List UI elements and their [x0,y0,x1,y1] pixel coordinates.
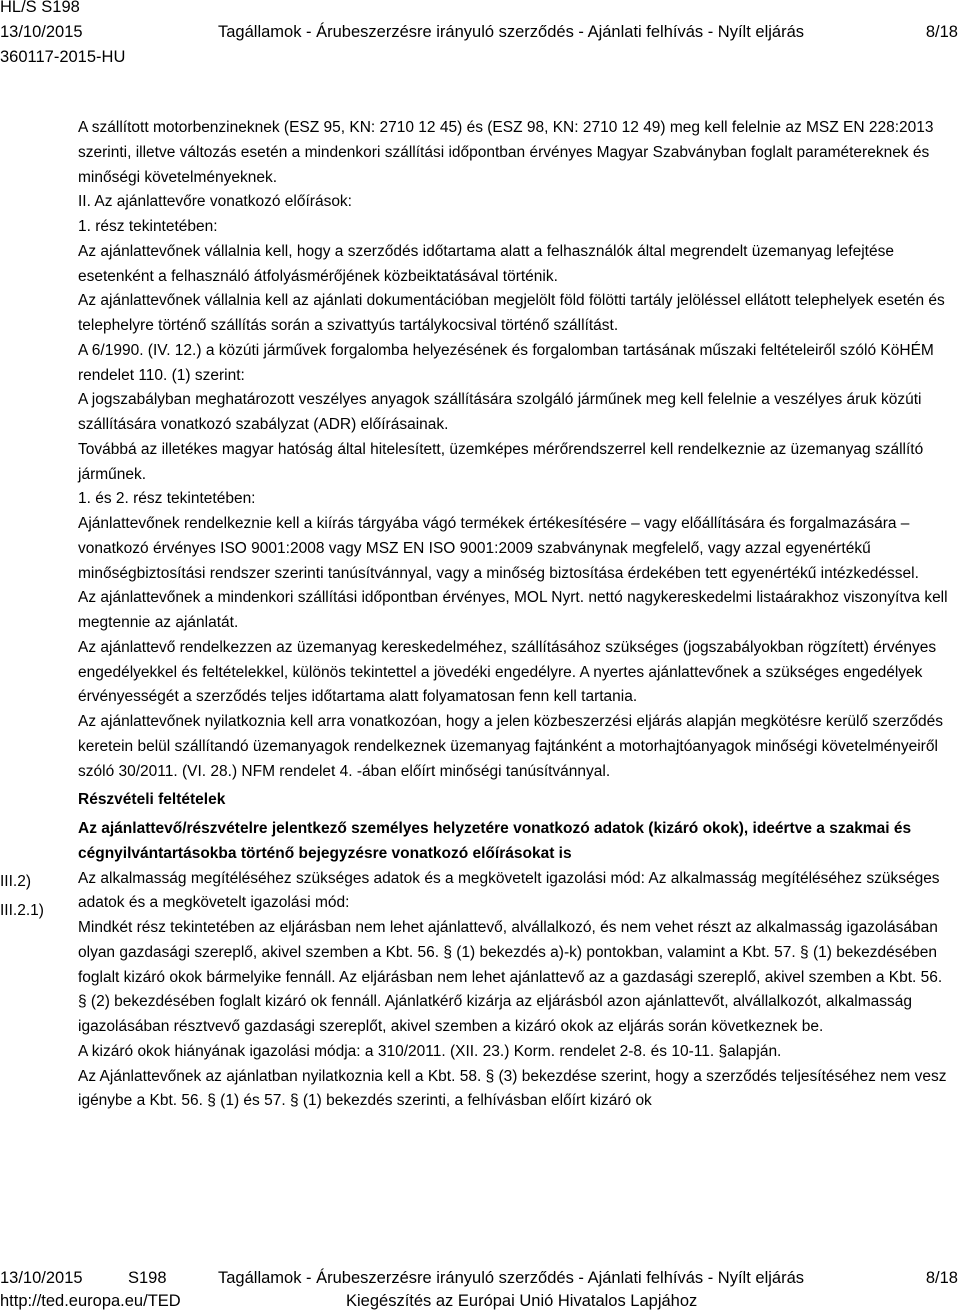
header-date: 13/10/2015 [0,23,83,41]
paragraph: Az ajánlattevőnek a mindenkori szállítási időpontban érvényes, MOL Nyrt. nettó nagykereskedelmi listaárakhoz viszonyítva kell megtennie az ajánlatát. [78,589,948,631]
paragraph: 1. és 2. rész tekintetében: [78,490,256,508]
paragraph: Az alkalmasság megítéléséhez szükséges adatok és a megkövetelt igazolási mód: Az alkalmasság megítéléséhez szükséges adatok és a megkövetelt igazolási mód: [78,869,940,912]
header-id: 360117-2015-HU [0,48,126,66]
paragraph: Mindkét rész tekintetében az eljárásban nem lehet ajánlattevő, alvállalkozó, és nem vehet részt az alkalmasság igazolásában olyan gazdasági szereplő, akivel szemben a Kbt. 56. § (1) bekezdés a)-k) pontokban, valamint a Kbt. 57. § (1) bekezdésében foglalt kizáró okok bármelyike fennáll. Az eljárásban nem lehet ajánlattevő az a gazdasági szereplő, akivel szemben a Kbt. 56. § (2) bekezdésében foglalt kizáró ok fennáll. Ajánlatkérő kizárja az eljárásból azon ajánlattevőt, alvállalkozót, alkalmasság igazolásában résztvevő gazdasági szereplőt, akivel szemben a kizáró okok az eljárás során következnek be. [78,919,943,1035]
paragraph: A jogszabályban meghatározott veszélyes anyagok szállítására szolgáló járműnek meg kell felelnie a veszélyes áruk közúti szállítására vonatkozó szabályzat (ADR) előírásainak. [78,391,922,433]
section-label-iii-2: III.2) [0,873,32,890]
header-title: Tagállamok - Árubeszerzésre irányuló szerződés - Ajánlati felhívás - Nyílt eljárás [218,23,804,41]
paragraph: Az ajánlattevőnek vállalnia kell, hogy a szerződés időtartama alatt a felhasználók által megrendelt üzemanyag lefejtése esetenként a felhasználó átfolyásmérőjének közbeiktatásával történik. [78,242,894,285]
paragraph: II. Az ajánlattevőre vonatkozó előírások: [78,193,352,211]
footer-url[interactable]: http://ted.europa.eu/TED [0,1292,181,1310]
paragraph: Az Ajánlattevőnek az ajánlatban nyilatkoznia kell a Kbt. 58. § (3) bekezdése szerint, hogy a szerződés teljesítéséhez nem vesz igénybe a Kbt. 56. § (1) és 57. § (1) bekezdés szerinti, a felhívásban előírt kizáró ok [78,1067,947,1110]
section-heading: Részvételi feltételek [78,791,226,809]
paragraph: Továbbá az illetékes magyar hatóság által hitelesített, üzemképes mérőrendszerrel kell rendelkeznie az üzemanyag szállító járműnek. [78,440,924,483]
paragraph: Az ajánlattevőnek vállalnia kell az ajánlati dokumentációban megjelölt föld fölötti tartály jelöléssel ellátott telephelyek esetén és telephelyre történő szállítás során a szivattyús tartálykocsival történő szállítást. [78,292,945,334]
header-page: 8/18 [925,23,958,41]
footer-series: S198 [128,1269,167,1287]
paragraph: Ajánlattevőnek rendelkeznie kell a kiírás tárgyába vágó termékek értékesítésére – vagy előállítására és forgalmazására – vonatkozó érvényes ISO 9001:2008 vagy MSZ EN ISO 9001:2009 szabványnak megfelelő, vagy azzal egyenértékű minőségbiztosítási rendszer szerinti tanúsítvánnyal, vagy a minőség biztosítása érdekében tett egyenértékű intézkedéssel. [78,515,919,582]
header-series: HL/S S198 [0,0,80,16]
footer-date: 13/10/2015 [0,1269,83,1287]
subsection-heading: Az ajánlattevő/részvételre jelentkező személyes helyzetére vonatkozó adatok (kizáró okok), ideértve a szakmai és cégnyilvántartásokba történő bejegyzésre vonatkozó előírásokat is [78,820,912,862]
paragraph: Az ajánlattevő rendelkezzen az üzemanyag kereskedelméhez, szállításához szükséges (jogszabályokban rögzített) érvényes engedélyekkel és feltételekkel, különös tekintettel a jövedéki engedélyre. A nyertes ajánlattevőnek a szükséges engedélyek érvényességét a szerződés teljes időtartama alatt folyamatosan fenn kell tartania. [78,638,937,706]
paragraph: Az ajánlattevőnek nyilatkoznia kell arra vonatkozóan, hogy a jelen közbeszerzési eljárás alapján megkötésre kerülő szerződés keretein belül szállítandó üzemanyagok rendelkeznek üzemanyag fajtánként a motorhajtóanyagok minőségi követelményeiről szóló 30/2011. (VI. 28.) NFM rendelet 4. -ában előírt minőségi tanúsítvánnyal. [78,713,944,780]
footer-title: Tagállamok - Árubeszerzésre irányuló szerződés - Ajánlati felhívás - Nyílt eljárás [218,1269,804,1287]
paragraph: A 6/1990. (IV. 12.) a közúti járművek forgalomba helyezésének és forgalomban tartásának műszaki feltételeiről szóló KöHÉM rendelet 110. (1) szerint: [78,341,934,384]
footer-page: 8/18 [925,1269,958,1287]
section-label-iii-2-1: III.2.1) [0,902,44,919]
footer-publisher: Kiegészítés az Európai Unió Hivatalos Lapjához [346,1292,698,1310]
paragraph: A kizáró okok hiányának igazolási módja: a 310/2011. (XII. 23.) Korm. rendelet 2-8. és 10-11. §alapján. [78,1042,782,1060]
paragraph: 1. rész tekintetében: [78,218,218,235]
document-body [78,116,954,1114]
paragraph: A szállított motorbenzineknek (ESZ 95, KN: 2710 12 45) és (ESZ 98, KN: 2710 12 49) meg kell felelnie az MSZ EN 228:2013 szerinti, illetve változás esetén a mindenkori szállítási időpontban érvényes Magyar Szabványban foglalt paramétereknek és minőségi követelményeknek. [78,119,934,186]
